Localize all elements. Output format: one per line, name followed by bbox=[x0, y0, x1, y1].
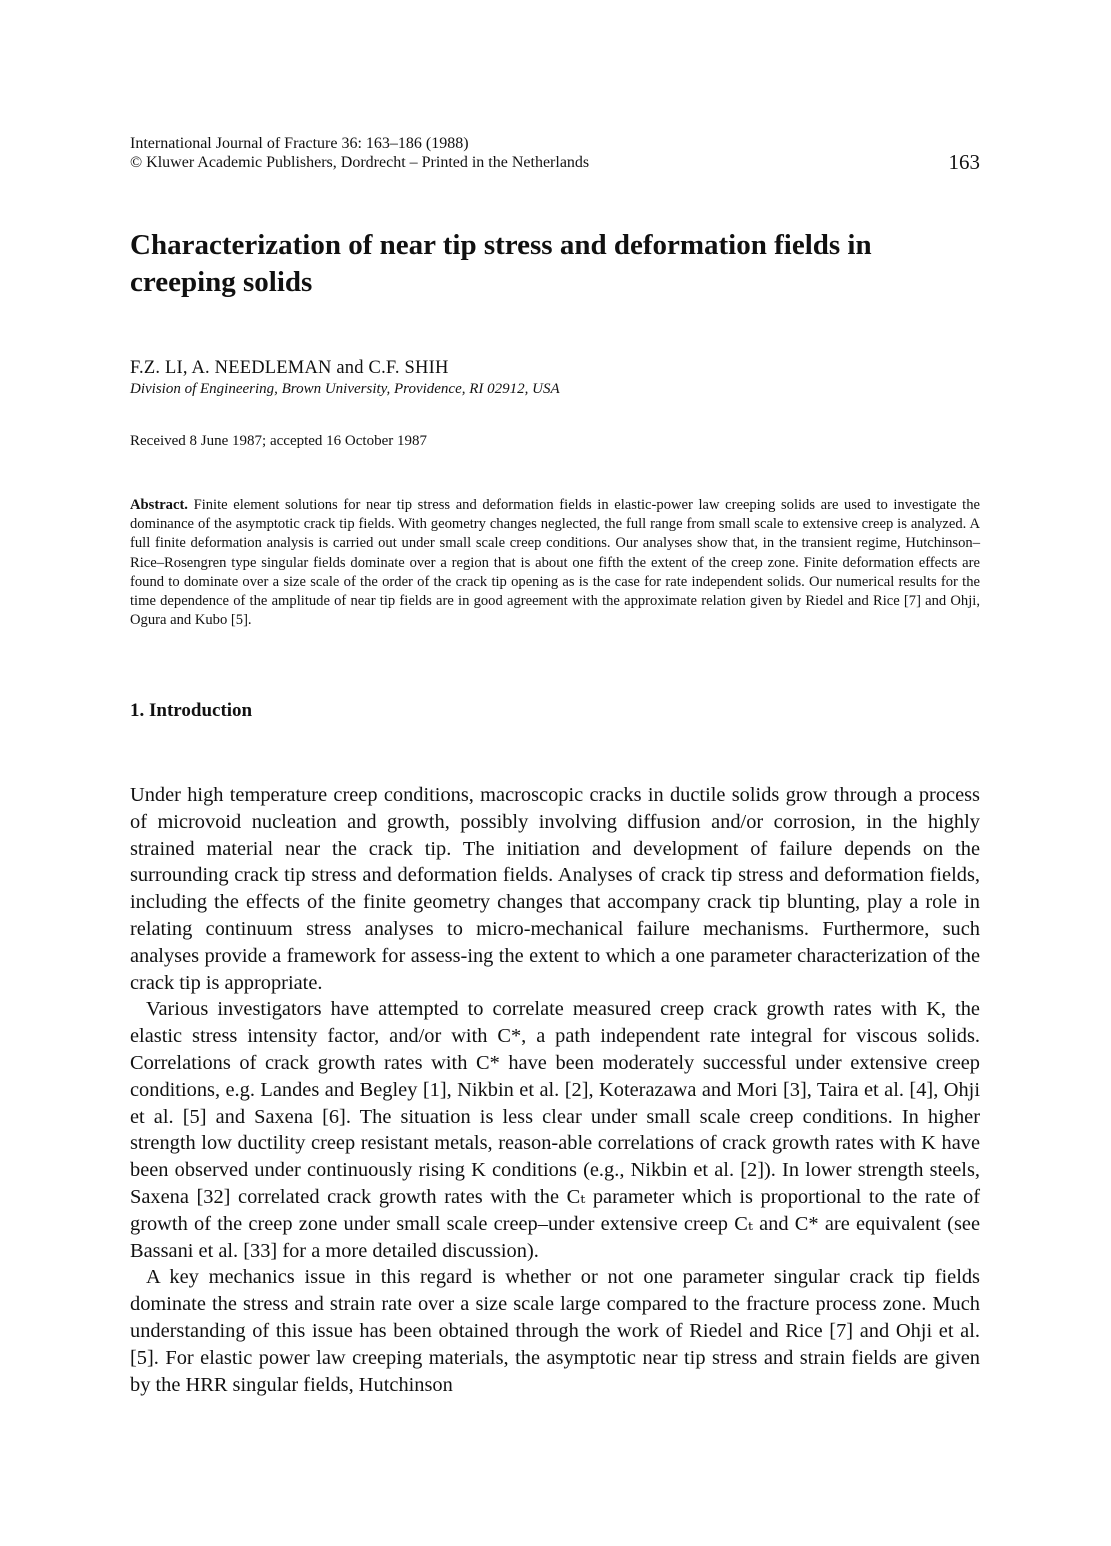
body-paragraph: Various investigators have attempted to correlate measured creep crack growth rates with K, the elastic stress intensity factor, and/or with C*, a path independent rate integral for viscous solids. Correlations of crack growth rates with C* have been moderately successful under extensive creep conditions, e.g. Landes and Begley [1], Nikbin et al. [2], Koterazawa and Mori [3], Taira et al. [4], Ohji et al. [5] and Saxena [6]. The situation is less clear under small scale creep conditions. In higher strength low ductility creep resistant metals, reason-able correlations of crack growth rates with K have been observed under continuously rising K conditions (e.g., Nikbin et al. [2]). In lower strength steels, Saxena [32] correlated crack growth rates with the Cₜ parameter which is proportional to the rate of growth of the creep zone under small scale creep–under extensive creep Cₜ and C* are equivalent (see Bassani et al. [33] for a more detailed discussion). bbox=[130, 998, 980, 1262]
abstract bbox=[130, 496, 980, 630]
body-paragraph: Under high temperature creep conditions, macroscopic cracks in ductile solids grow through a process of microvoid nucleation and growth, possibly involving diffusion and/or corrosion, in the highly strained material near the crack tip. The initiation and development of failure depends on the surrounding crack tip stress and deformation fields. Analyses of crack tip stress and deformation fields, including the effects of the finite geometry changes that accompany crack tip blunting, play a role in relating continuum stress analyses to micro-mechanical failure mechanisms. Furthermore, such analyses provide a framework for assess-ing the extent to which a one parameter characterization of the crack tip is appropriate. bbox=[130, 784, 980, 994]
section-body bbox=[130, 782, 980, 1398]
journal-citation: International Journal of Fracture 36: 163–186 (1988) bbox=[130, 135, 469, 152]
running-header bbox=[130, 134, 980, 172]
abstract-text: Finite element solutions for near tip stress and deformation fields in elastic-power law creeping solids are used to investigate the dominance of the asymptotic crack tip fields. With geometry changes neglected, the full range from small scale to extensive creep is analyzed. A full finite deformation analysis is carried out under small scale creep conditions. Our analyses show that, in the transient regime, Hutchinson–Rice–Rosengren type singular fields dominate over a region that is about one fifth the extent of the creep zone. Finite deformation effects are found to dominate over a size scale of the order of the crack tip opening as is the case for rate independent solids. Our numerical results for the time dependence of the amplitude of near tip fields are in good agreement with the approximate relation given by Riedel and Rice [7] and Ohji, Ogura and Kubo [5]. bbox=[130, 497, 980, 629]
article-title: Characterization of near tip stress and deformation fields in creeping solids bbox=[130, 229, 872, 298]
section-heading: 1. Introduction bbox=[130, 700, 253, 721]
received-dates: Received 8 June 1987; accepted 16 October 1987 bbox=[130, 433, 427, 449]
abstract-label: Abstract. bbox=[130, 497, 188, 513]
author-affiliation: Division of Engineering, Brown University, Providence, RI 02912, USA bbox=[130, 381, 560, 397]
page-number: 163 bbox=[948, 150, 980, 174]
body-paragraph: A key mechanics issue in this regard is whether or not one parameter singular crack tip fields dominate the stress and strain rate over a size scale large compared to the fracture process zone. Much understanding of this issue has been obtained through the work of Riedel and Rice [7] and Ohji et al. [5]. For elastic power law creeping materials, the asymptotic near tip stress and strain fields are given by the HRR singular fields, Hutchinson bbox=[130, 1266, 980, 1396]
publisher-line: © Kluwer Academic Publishers, Dordrecht – Printed in the Netherlands bbox=[130, 154, 590, 171]
author-list: F.Z. LI, A. NEEDLEMAN and C.F. SHIH bbox=[130, 358, 449, 378]
